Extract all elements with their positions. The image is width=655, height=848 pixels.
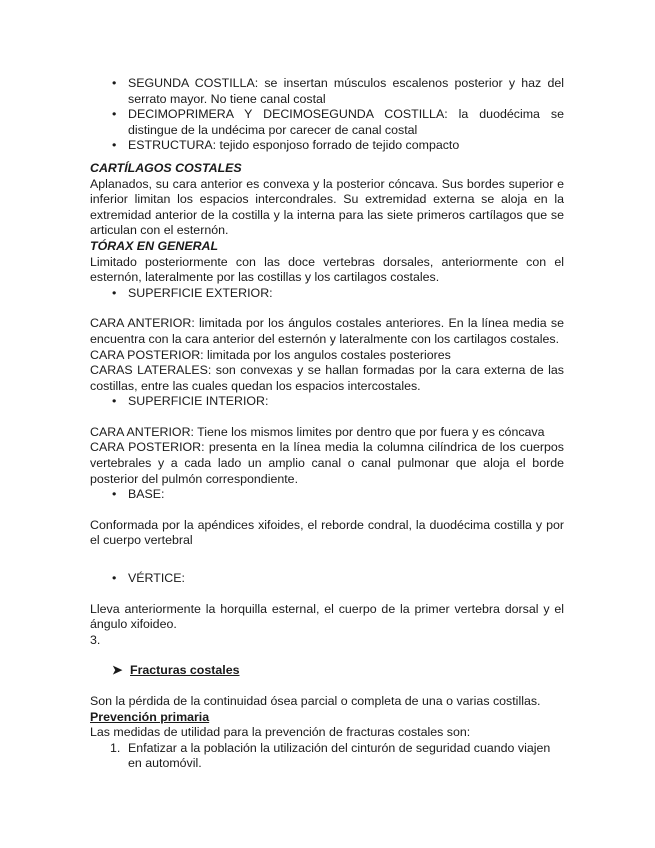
prevencion-intro: Las medidas de utilidad para la prevención de fracturas costales son:	[90, 725, 471, 740]
fracturas-heading-item	[90, 663, 564, 679]
section-number: 3.	[90, 632, 101, 647]
rib-bullet-list	[90, 76, 564, 154]
bullet-text: SEGUNDA COSTILLA: se insertan músculos escalenos posterior y haz del serrato mayor. No tiene canal costal	[128, 76, 564, 106]
bullet-icon: •	[112, 394, 117, 409]
bullet-icon: •	[112, 487, 117, 502]
list-item	[90, 76, 564, 107]
list-item	[90, 741, 564, 772]
torax-heading: TÓRAX EN GENERAL	[90, 238, 219, 253]
superficie-exterior-list	[90, 286, 564, 302]
bullet-text: SUPERFICIE INTERIOR:	[128, 394, 269, 409]
bullet-text: SUPERFICIE EXTERIOR:	[128, 285, 273, 300]
arrow-bullet-icon: ➤	[112, 663, 123, 678]
vertice-list	[90, 571, 564, 587]
exterior-cara-anterior: CARA ANTERIOR: limitada por los ángulos costales anteriores. En la línea media se encuentra con la cara anterior del esternón y lateralmente con los cartilagos costales.	[90, 316, 564, 346]
bullet-text: ESTRUCTURA: tejido esponjoso forrado de tejido compacto	[128, 138, 460, 153]
exterior-cara-posterior: CARA POSTERIOR: limitada por los angulos costales posteriores	[90, 347, 451, 362]
bullet-icon: •	[112, 571, 117, 586]
exterior-caras-laterales: CARAS LATERALES: son convexas y se hallan formadas por la cara externa de las costillas, entre las cuales quedan los espacios intercostales.	[90, 363, 564, 393]
cartilagos-heading: CARTÍLAGOS COSTALES	[90, 160, 242, 175]
list-item	[90, 138, 564, 154]
base-paragraph: Conformada por la apéndices xifoides, el reborde condral, la duodécima costilla y por el cuerpo vertebral	[90, 517, 564, 548]
document-content	[90, 76, 564, 772]
bullet-icon: •	[112, 285, 117, 300]
base-list	[90, 487, 564, 503]
list-item-text: Enfatizar a la población la utilización del cinturón de seguridad cuando viajen en automóvil.	[128, 740, 551, 771]
bullet-icon: •	[112, 138, 117, 153]
vertice-paragraph: Lleva anteriormente la horquilla esternal, el cuerpo de la primer vertebra dorsal y el ángulo xifoideo.	[90, 601, 564, 632]
fracturas-paragraph: Son la pérdida de la continuidad ósea parcial o completa de una o varias costillas.	[90, 694, 541, 708]
interior-cara-anterior: CARA ANTERIOR: Tiene los mismos limites por dentro que por fuera y es cóncava	[90, 424, 545, 439]
list-item	[90, 394, 564, 410]
bullet-icon: •	[112, 76, 117, 90]
prevencion-list	[90, 741, 564, 772]
list-item	[90, 107, 564, 138]
superficie-interior-list	[90, 394, 564, 410]
bullet-icon: •	[112, 107, 117, 122]
bullet-text: VÉRTICE:	[128, 571, 185, 586]
list-number: 1.	[110, 740, 121, 755]
list-item	[90, 487, 564, 503]
torax-paragraph: Limitado posteriormente con las doce vertebras dorsales, anteriormente con el esternón, lateralmente por las costillas y los cartilagos costales.	[90, 254, 564, 285]
bullet-text: DECIMOPRIMERA Y DECIMOSEGUNDA COSTILLA: la duodécima se distingue de la undécima por carecer de canal costal	[128, 107, 564, 137]
prevencion-heading: Prevención primaria	[90, 709, 210, 724]
list-item	[90, 286, 564, 302]
list-item	[90, 571, 564, 587]
bullet-text: BASE:	[128, 487, 165, 502]
cartilagos-paragraph: Aplanados, su cara anterior es convexa y la posterior cóncava. Sus bordes superior e inferior limitan los espacios intercondrales. Su extremidad externa se aloja en la extremidad anterior de la costilla y la interna para las siete primeros cartílagos que se articulan con el esternón.	[90, 176, 564, 238]
fracturas-heading: Fracturas costales	[130, 663, 240, 678]
interior-cara-posterior: CARA POSTERIOR: presenta en la línea media la columna cilíndrica de los cuerpos vertebrales y a cada lado un amplio canal o canal pulmonar que aloja el borde posterior del pulmón correspondiente.	[90, 440, 564, 486]
